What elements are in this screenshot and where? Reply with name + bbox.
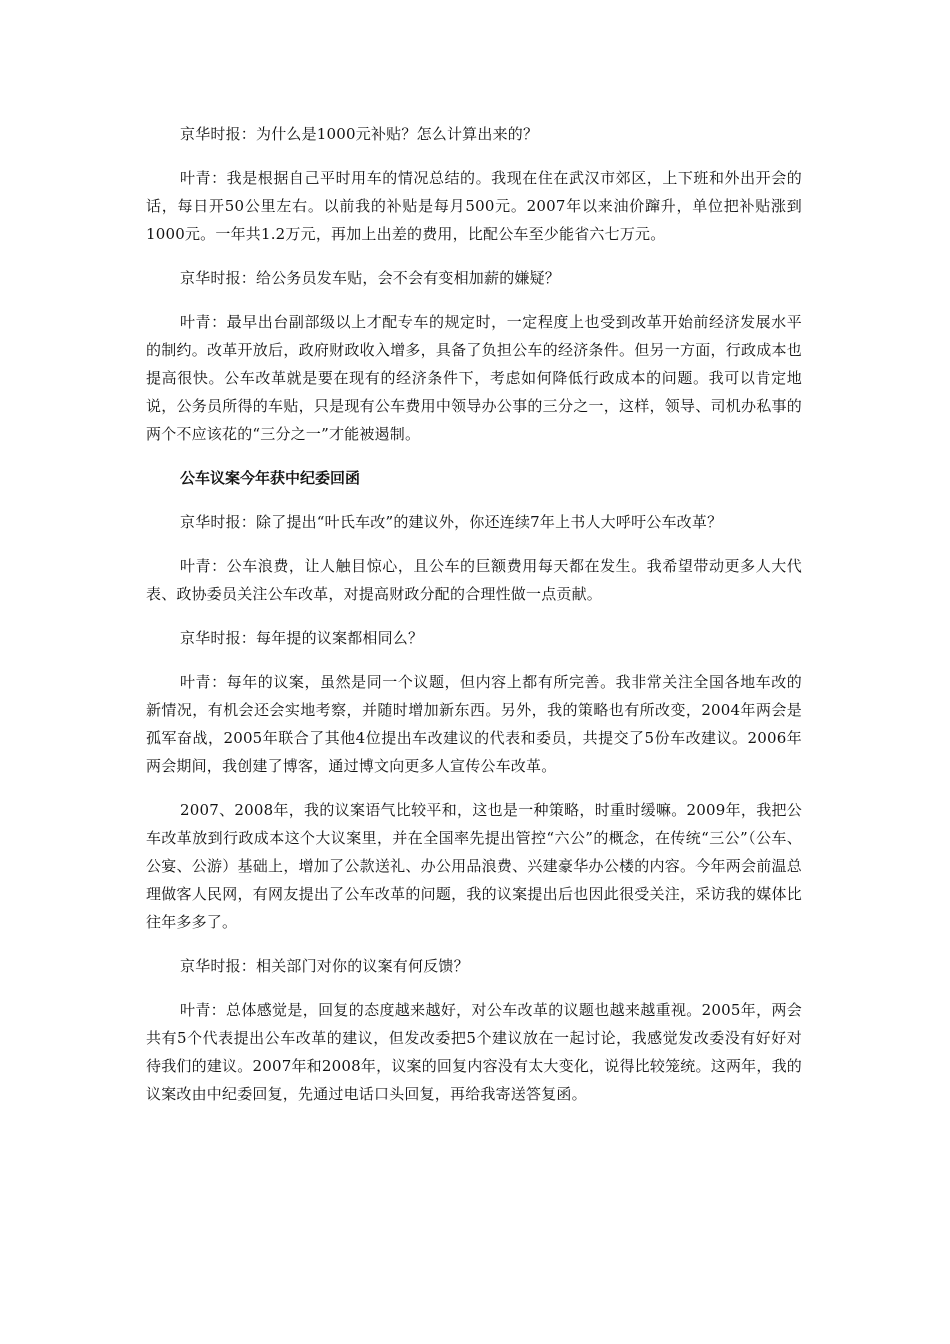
paragraph-answer-strategy: 2007、2008年，我的议案语气比较平和，这也是一种策略，时重时缓嘛。2009年，我把公车改革放到行政成本这个大议案里，并在全国率先提出管控“六公”的概念，在传统“三公”（公车、公宴、公游）基础上，增加了公款送礼、办公用品浪费、兴建豪华办公楼的内容。今年两会前温总理做客人民网，有网友提出了公车改革的问题，我的议案提出后也因此很受关注，采访我的媒体比往年多多了。	[146, 801, 802, 931]
section-heading: 公车议案今年获中纪委回函	[180, 469, 361, 487]
paragraph-answer-subsidy: 叶青：我是根据自己平时用车的情况总结的。我现在住在武汉市郊区，上下班和外出开会的话，每日开50公里左右。以前我的补贴是每月500元。2007年以来油价蹿升，单位把补贴涨到1000元。一年共1.2万元，再加上出差的费用，比配公车至少能省六七万元。	[146, 169, 802, 243]
paragraph-question-same-proposal: 京华时报：每年提的议案都相同么？	[180, 629, 424, 647]
paragraph-question-disguised-raise: 京华时报：给公务员发车贴，会不会有变相加薪的嫌疑？	[180, 269, 561, 287]
paragraph-question-subsidy: 京华时报：为什么是1000元补贴？怎么计算出来的？	[180, 125, 539, 143]
paragraph-question-seven-years: 京华时报：除了提出“叶氏车改”的建议外，你还连续7年上书人大呼吁公车改革？	[180, 513, 723, 531]
paragraph-question-feedback: 京华时报：相关部门对你的议案有何反馈？	[180, 957, 469, 975]
paragraph-answer-feedback: 叶青：总体感觉是，回复的态度越来越好，对公车改革的议题也越来越重视。2005年，两会共有5个代表提出公车改革的建议，但发改委把5个建议放在一起讨论，我感觉发改委没有好好对待我们的建议。2007年和2008年，议案的回复内容没有太大变化，说得比较笼统。这两年，我的议案改由中纪委回复，先通过电话口头回复，再给我寄送答复函。	[146, 1001, 802, 1103]
paragraph-answer-seven-years: 叶青：公车浪费，让人触目惊心，且公车的巨额费用每天都在发生。我希望带动更多人大代表、政协委员关注公车改革，对提高财政分配的合理性做一点贡献。	[146, 557, 802, 603]
paragraph-answer-disguised-raise: 叶青：最早出台副部级以上才配专车的规定时，一定程度上也受到改革开始前经济发展水平的制约。改革开放后，政府财政收入增多，具备了负担公车的经济条件。但另一方面，行政成本也提高很快。公车改革就是要在现有的经济条件下，考虑如何降低行政成本的问题。我可以肯定地说，公务员所得的车贴，只是现有公车费用中领导办公事的三分之一，这样，领导、司机办私事的两个不应该花的“三分之一”才能被遏制。	[146, 313, 802, 443]
paragraph-answer-same-proposal: 叶青：每年的议案，虽然是同一个议题，但内容上都有所完善。我非常关注全国各地车改的新情况，有机会还会实地考察，并随时增加新东西。另外，我的策略也有所改变，2004年两会是孤军奋战，2005年联合了其他4位提出车改建议的代表和委员，共提交了5份车改建议。2006年两会期间，我创建了博客，通过博文向更多人宣传公车改革。	[146, 673, 802, 775]
